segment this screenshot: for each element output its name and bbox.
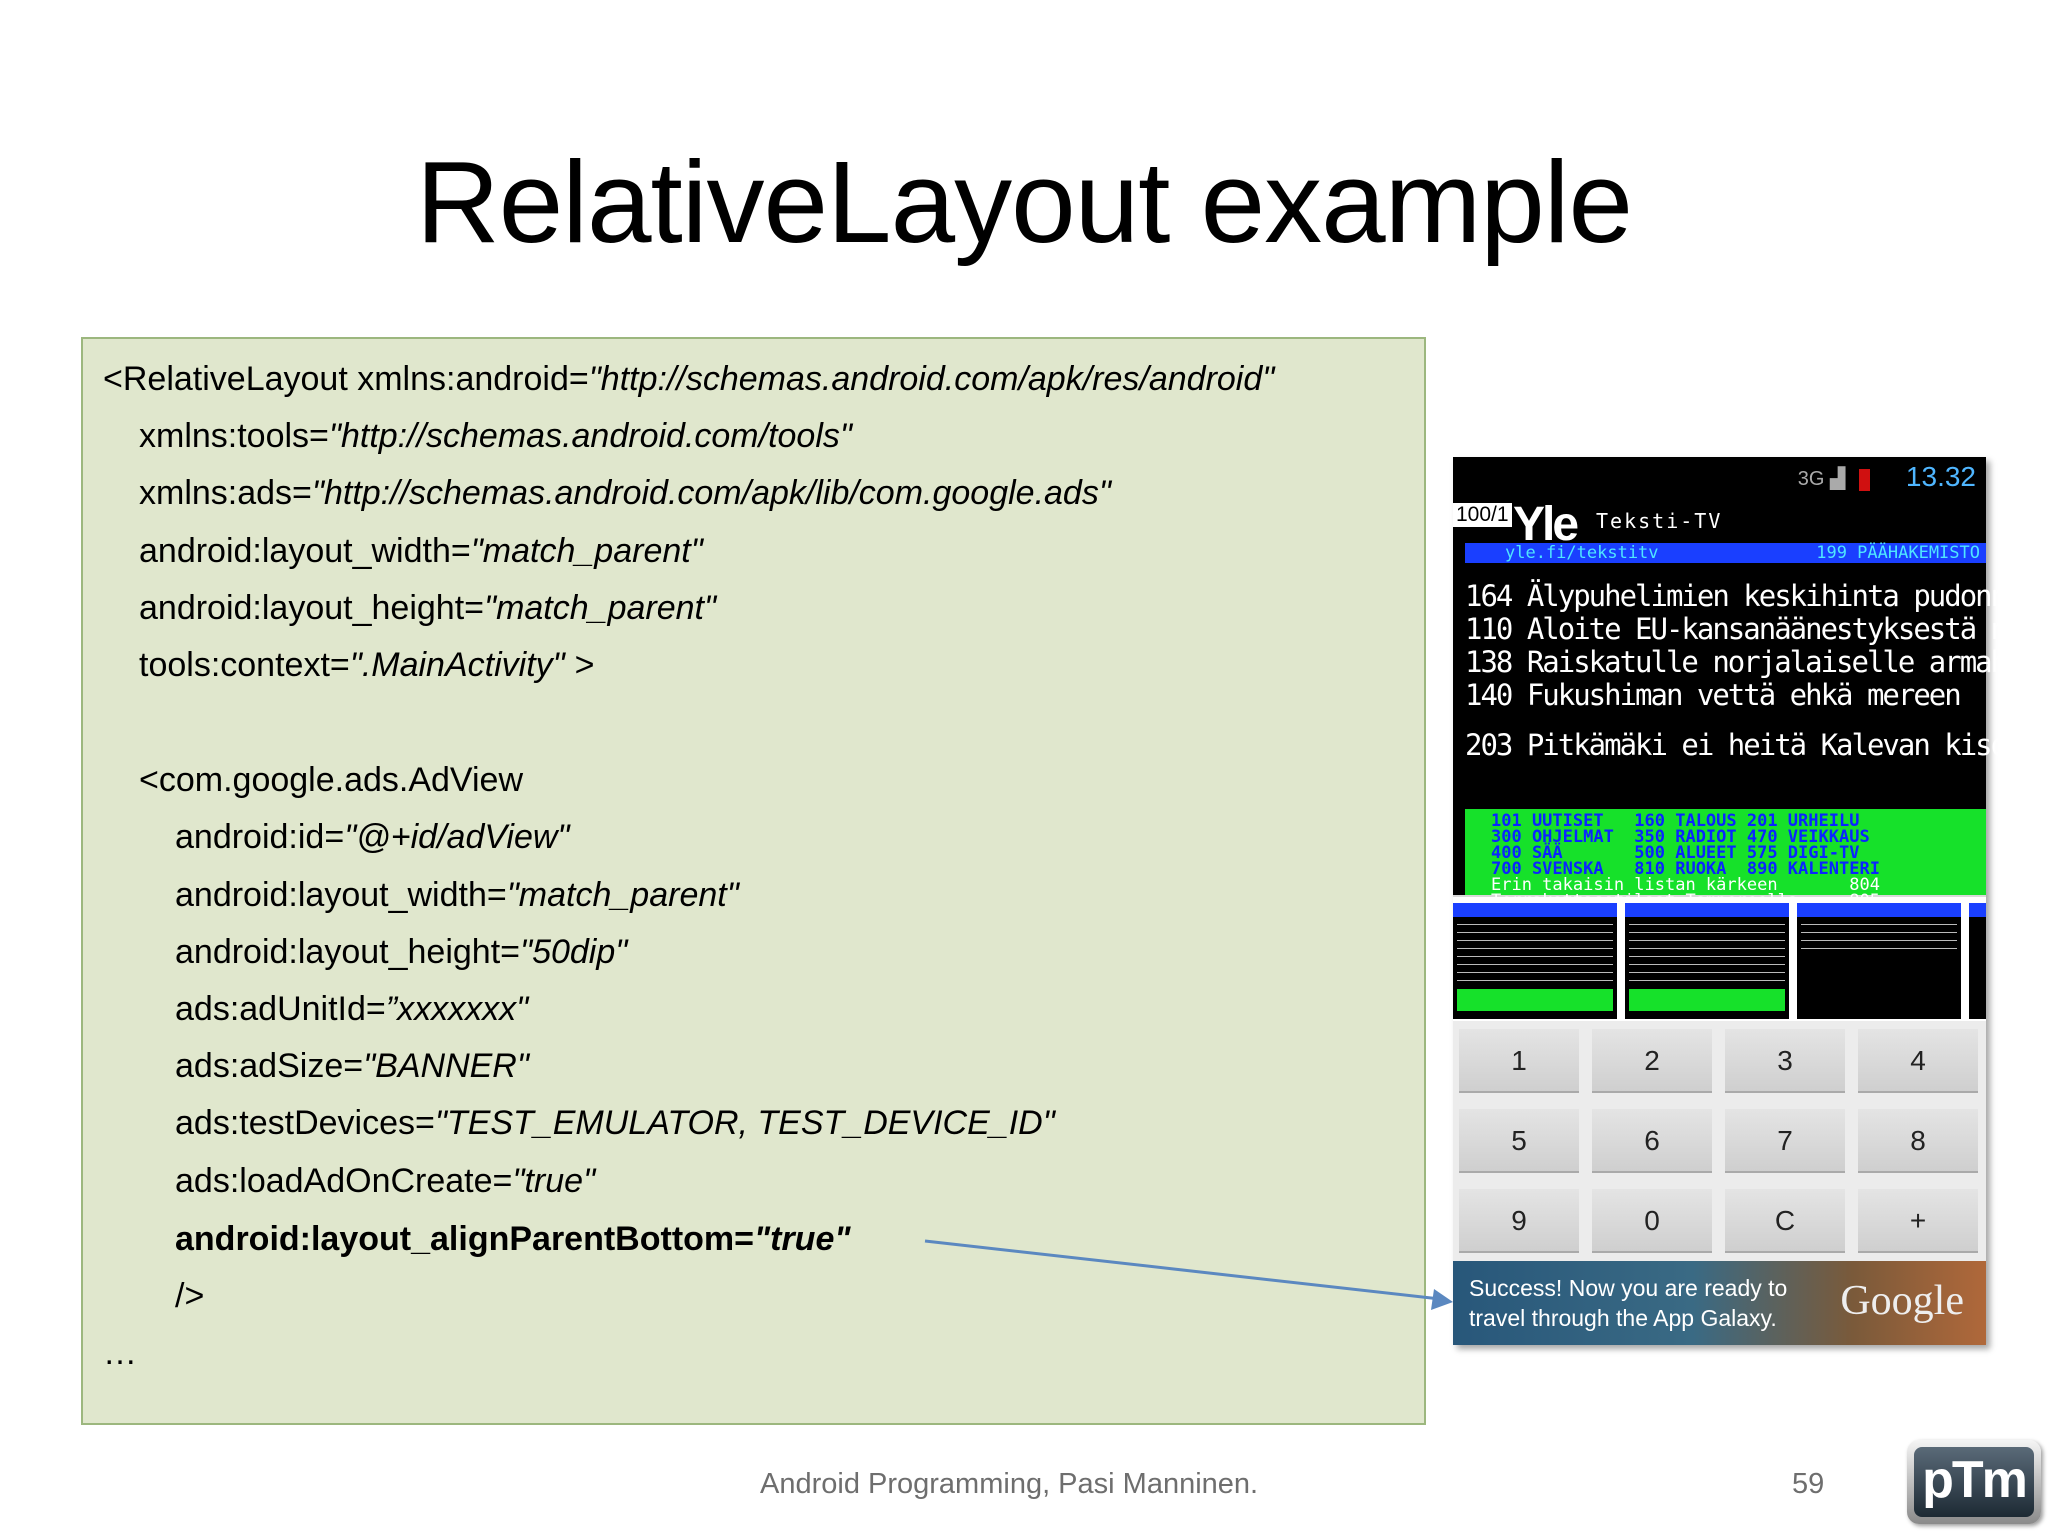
teletext-headline[interactable]: 203 Pitkämäki ei heitä Kalevan kisoissa — [1465, 728, 2068, 762]
ad-line: Success! Now you are ready to — [1469, 1275, 1788, 1301]
code-line — [139, 416, 852, 456]
key-plus[interactable]: + — [1858, 1189, 1978, 1253]
key-8[interactable]: 8 — [1858, 1109, 1978, 1173]
code-line — [139, 473, 1111, 513]
thumbnail-index — [1629, 989, 1785, 1011]
clock: 13.32 — [1905, 461, 1976, 492]
page-number: 59 — [1792, 1468, 1825, 1500]
teletext-index-row[interactable]: 400 SÄÄ 500 ALUEET 575 DIGI-TV — [1491, 843, 1860, 863]
key-9[interactable]: 9 — [1459, 1189, 1579, 1253]
key-3[interactable]: 3 — [1725, 1029, 1845, 1093]
code-value: "TEST_EMULATOR, TEST_DEVICE_ID" — [434, 1104, 1055, 1142]
thumbnail-header — [1453, 903, 1617, 917]
code-line — [175, 1161, 595, 1201]
code-line — [103, 1333, 137, 1373]
teletext-view — [1453, 497, 2068, 895]
teletext-brand: Teksti-TV — [1596, 509, 1723, 533]
key-1[interactable]: 1 — [1459, 1029, 1579, 1093]
code-value: "true" — [754, 1220, 851, 1258]
teletext-headline[interactable]: 138 Raiskatulle norjalaiselle armahdus — [1465, 645, 2053, 679]
battery-icon — [1859, 469, 1870, 491]
thumbnail[interactable] — [1453, 903, 1617, 1019]
code-key: android:layout_width= — [139, 532, 471, 570]
status-bar — [1453, 457, 1986, 497]
teletext-promo-row[interactable]: Erin takaisin listan kärkeen 804 — [1491, 875, 1880, 895]
keypad — [1453, 1021, 1986, 1261]
code-line — [175, 875, 739, 915]
code-line — [139, 588, 716, 628]
footer-text: Android Programming, Pasi Manninen. — [760, 1468, 1259, 1500]
key-2[interactable]: 2 — [1592, 1029, 1712, 1093]
code-value: "http://schemas.android.com/apk/res/android" — [588, 360, 1275, 398]
code-value: "BANNER" — [363, 1047, 529, 1085]
code-key: android:id= — [175, 818, 345, 856]
ptm-logo — [1907, 1440, 2041, 1524]
code-line — [175, 932, 627, 972]
thumbnail-text — [1801, 921, 1957, 951]
teletext-headline[interactable]: 110 Aloite EU-kansanäänestyksestä nurin — [1465, 612, 2068, 646]
code-value: "50dip" — [520, 933, 628, 971]
code-value: ".MainActivity" > — [349, 646, 595, 684]
signal-icon: ▟ — [1830, 468, 1846, 490]
code-line — [103, 359, 1274, 399]
code-key: … — [103, 1334, 137, 1372]
code-value: "@+id/adView" — [344, 818, 570, 856]
thumbnail-text — [1629, 921, 1785, 981]
thumbnail[interactable] — [1797, 903, 1961, 1019]
teletext-index: 199 PÄÄHAKEMISTO — [1816, 543, 1980, 563]
code-key: android:layout_height= — [175, 933, 520, 971]
teletext-url: yle.fi/tekstitv — [1505, 543, 1659, 563]
code-key: android:layout_width= — [175, 876, 507, 914]
code-value: "match_parent" — [506, 876, 739, 914]
code-value: "true" — [512, 1162, 596, 1200]
thumbnail[interactable] — [1625, 903, 1789, 1019]
teletext-index-row[interactable]: 700 SVENSKA 810 RUOKA 890 KALENTERI — [1491, 859, 1880, 879]
key-4[interactable]: 4 — [1858, 1029, 1978, 1093]
code-key: ads:adUnitId= — [175, 990, 386, 1028]
yle-logo: Yle — [1513, 498, 1577, 551]
code-key: ads:adSize= — [175, 1047, 364, 1085]
ad-banner[interactable] — [1453, 1261, 1986, 1345]
code-key: android:layout_alignParentBottom= — [175, 1220, 754, 1258]
code-key: <com.google.ads.AdView — [139, 761, 524, 799]
key-clear[interactable]: C — [1725, 1189, 1845, 1253]
code-key: ads:loadAdOnCreate= — [175, 1162, 513, 1200]
ptm-logo-text: pTm — [1914, 1447, 2034, 1517]
teletext-page-number: 100/1 — [1453, 503, 1512, 527]
thumbnail-strip — [1453, 897, 1986, 1021]
key-0[interactable]: 0 — [1592, 1189, 1712, 1253]
code-line — [139, 645, 594, 685]
code-line — [139, 760, 523, 800]
code-line-highlight — [175, 1219, 850, 1259]
code-key: <RelativeLayout xmlns:android= — [103, 360, 589, 398]
network-label: 3G — [1797, 468, 1825, 490]
key-7[interactable]: 7 — [1725, 1109, 1845, 1173]
slide-title: RelativeLayout example — [415, 137, 1633, 267]
code-value: "match_parent" — [470, 532, 703, 570]
ad-line: travel through the App Galaxy. — [1469, 1305, 1777, 1331]
code-key: xmlns:ads= — [139, 474, 312, 512]
code-key: ads:testDevices= — [175, 1104, 435, 1142]
code-line — [175, 1103, 1055, 1143]
code-line — [175, 817, 570, 857]
thumbnail[interactable] — [1969, 903, 1986, 1019]
thumbnail-header — [1625, 903, 1789, 917]
code-line — [139, 531, 703, 571]
code-line — [175, 1276, 204, 1316]
arrow-head — [1431, 1289, 1453, 1310]
code-line — [175, 1046, 529, 1086]
code-key: xmlns:tools= — [139, 417, 329, 455]
phone-screenshot — [1453, 457, 2068, 1345]
code-value: ”xxxxxxx" — [385, 990, 529, 1028]
teletext-headline[interactable]: 140 Fukushiman vettä ehkä mereen — [1465, 678, 1960, 712]
key-5[interactable]: 5 — [1459, 1109, 1579, 1173]
code-key: tools:context= — [139, 646, 350, 684]
teletext-headline[interactable]: 164 Älypuhelimien keskihinta pudonnut — [1465, 579, 2038, 613]
teletext-index-row[interactable]: 300 OHJELMAT 350 RADIOT 470 VEIKKAUS — [1491, 827, 1870, 847]
code-value: "match_parent" — [484, 589, 717, 627]
thumbnail-text — [1457, 921, 1613, 981]
code-box — [81, 337, 1426, 1425]
thumbnail-header — [1797, 903, 1961, 917]
teletext-index-row[interactable]: 101 UUTISET 160 TALOUS 201 URHEILU — [1491, 811, 1860, 831]
code-key: android:layout_height= — [139, 589, 484, 627]
code-line — [175, 989, 528, 1029]
status-icons — [1798, 466, 1870, 491]
thumbnail-index — [1457, 989, 1613, 1011]
key-6[interactable]: 6 — [1592, 1109, 1712, 1173]
thumbnail-header — [1969, 903, 1986, 917]
code-value: "http://schemas.android.com/tools" — [328, 417, 852, 455]
google-logo: Google — [1840, 1278, 1964, 1324]
ad-text — [1469, 1273, 1787, 1333]
code-key: /> — [175, 1277, 205, 1315]
code-value: "http://schemas.android.com/apk/lib/com.google.ads" — [311, 474, 1111, 512]
